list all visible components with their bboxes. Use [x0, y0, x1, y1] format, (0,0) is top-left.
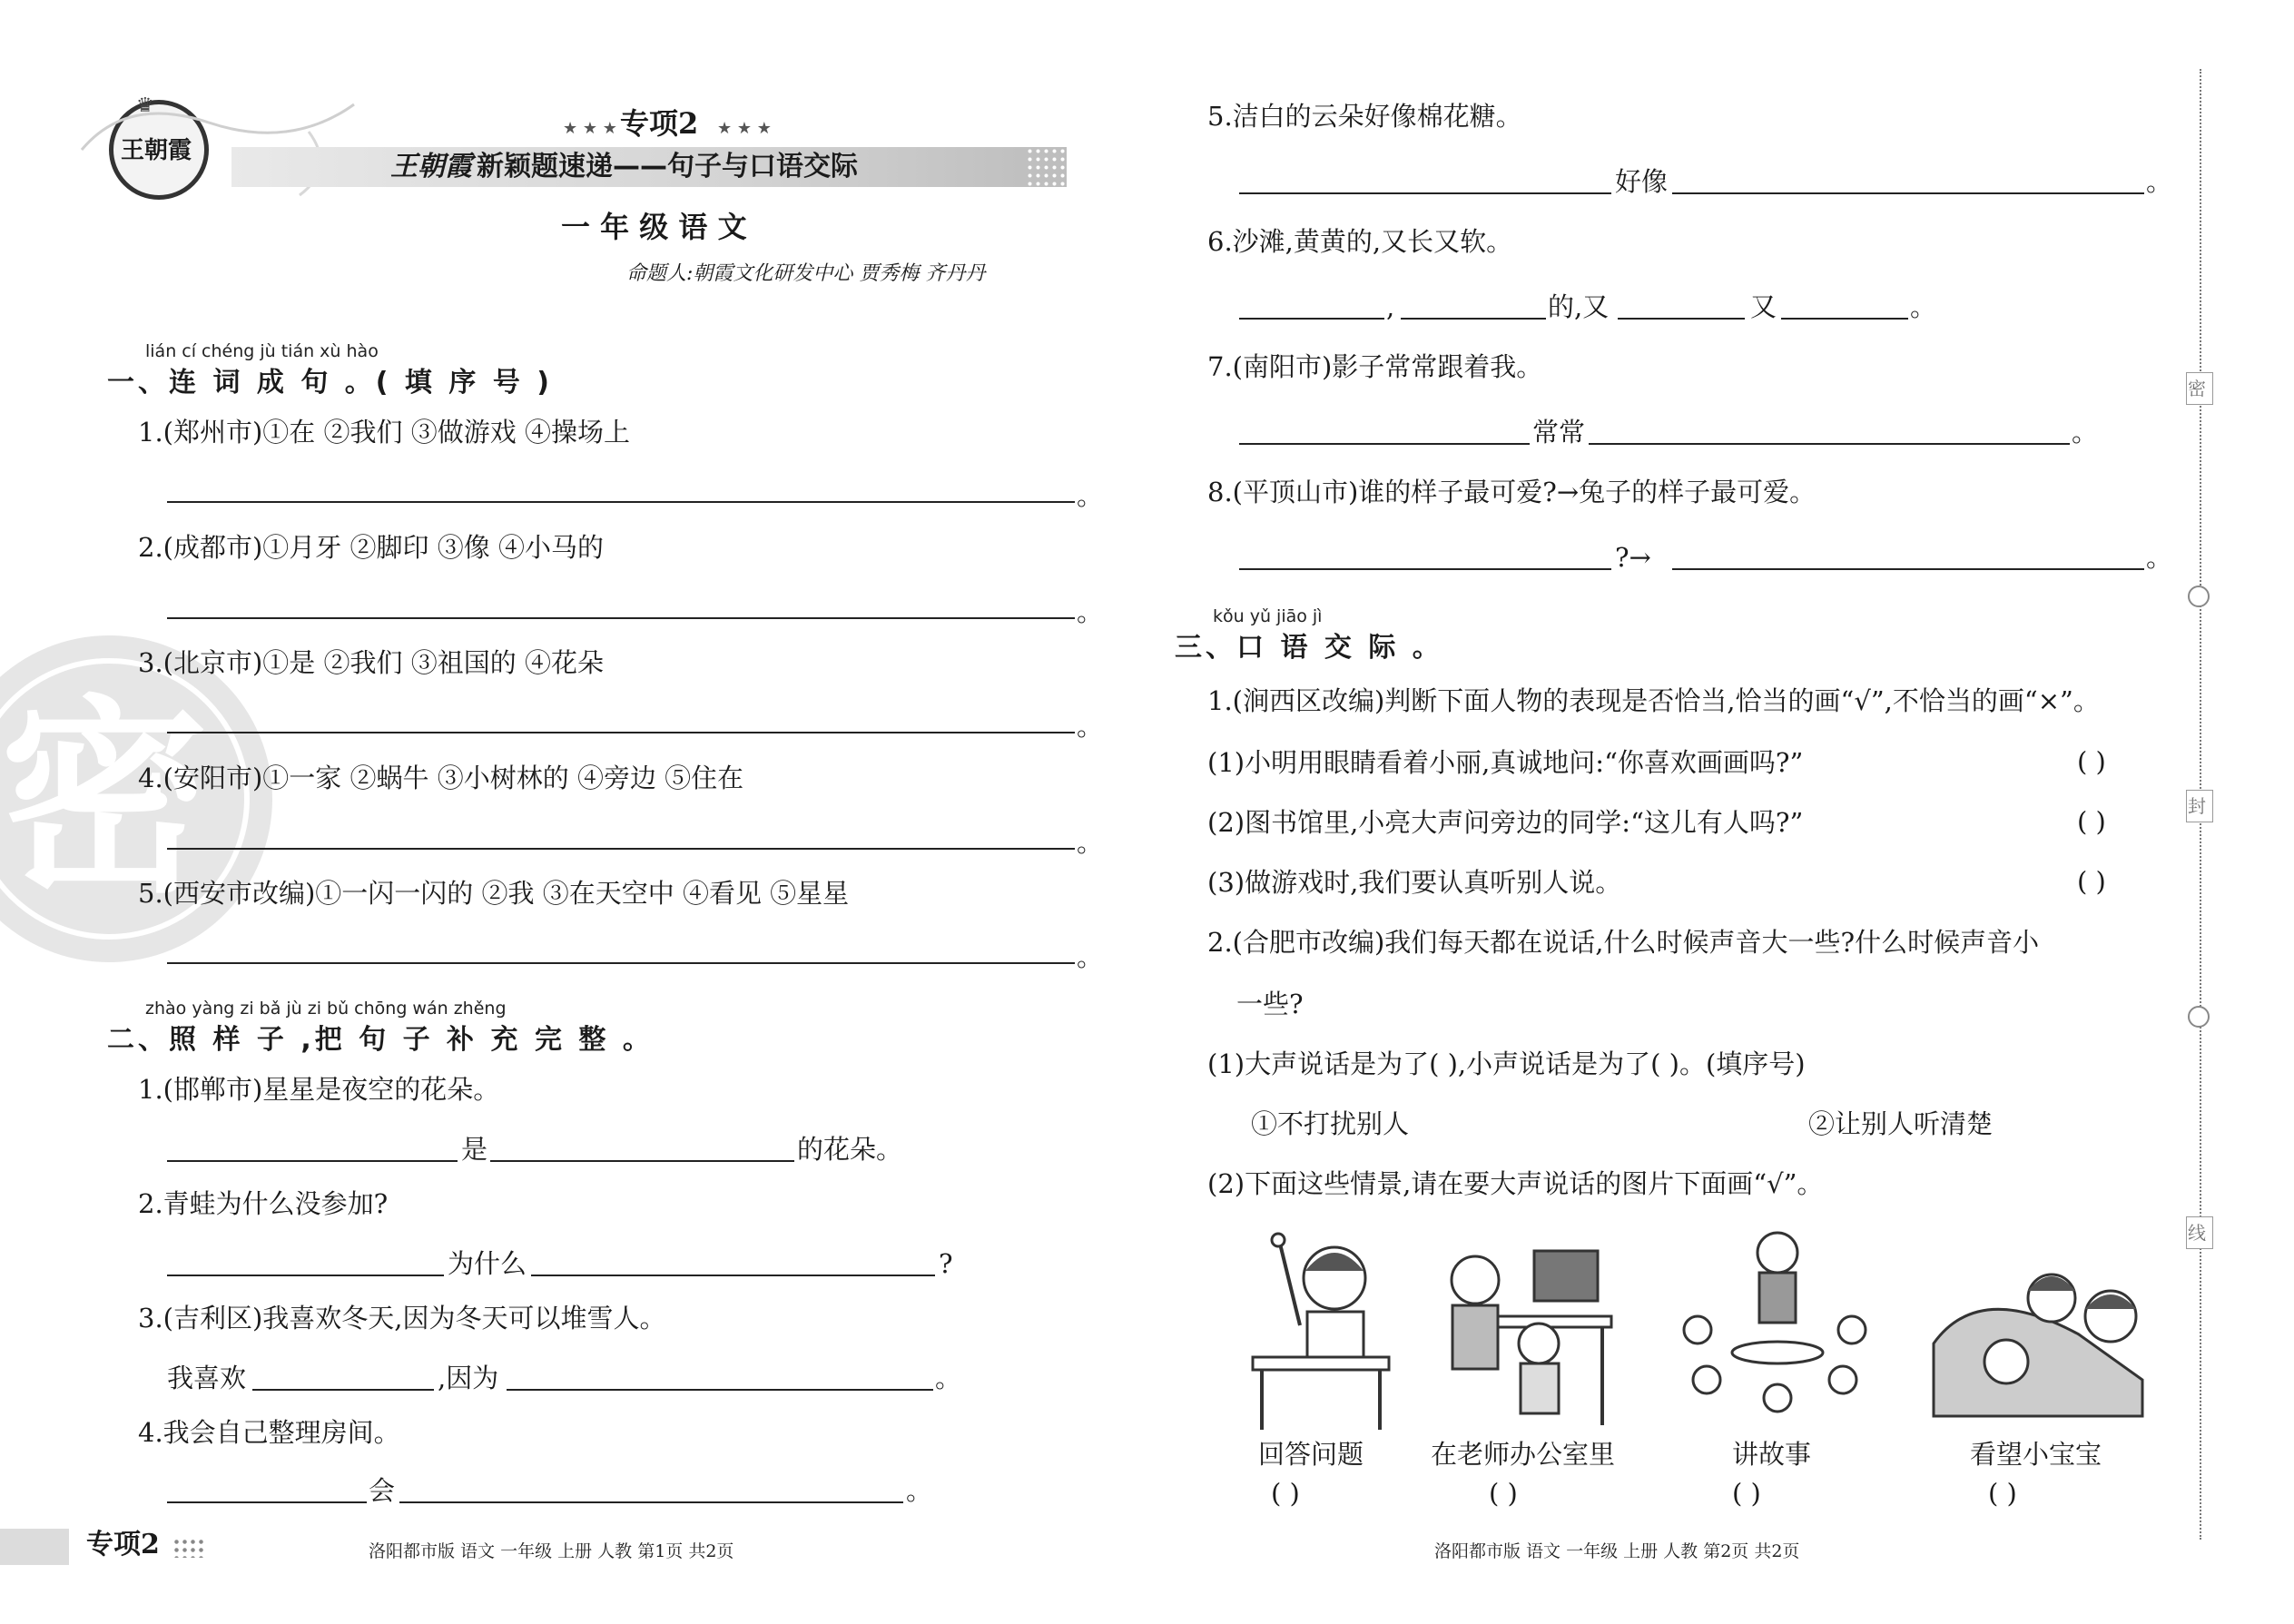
s3-q1: 1.(涧西区改编)判断下面人物的表现是否恰当,恰当的画“√”,不恰当的画“×”。 [1207, 685, 2100, 716]
s3-q2-opt2: ②让别人听清楚 [1808, 1108, 1994, 1139]
s2-blank-3b[interactable] [507, 1389, 933, 1391]
banner-brand: 王朝霞 [390, 151, 472, 182]
s2-part-1b: 的花朵。 [797, 1134, 903, 1165]
s3-q2-sub1: (1)大声说话是为了( ),小声说话是为了( )。(填序号) [1207, 1048, 1806, 1079]
s1-answer-line-3[interactable] [167, 732, 1075, 733]
section1-pinyin: lián cí chéng jù tián xù hào [145, 341, 379, 361]
s2-blank-4b[interactable] [399, 1501, 903, 1503]
s2-blank-4a[interactable] [167, 1501, 367, 1503]
picture-answer-4[interactable]: ( ) [1988, 1478, 2017, 1509]
s3-q2-sub2: (2)下面这些情景,请在要大声说话的图片下面画“√”。 [1207, 1168, 1824, 1199]
s2-part-2b: ? [939, 1248, 953, 1279]
picture-telling-story [1670, 1225, 1879, 1434]
r-blank-6c[interactable] [1618, 318, 1745, 320]
section1-title: 一、连 词 成 句 。( 填 序 号 ) [107, 367, 553, 399]
s2-part-3b: ,因为 [438, 1363, 499, 1393]
s2-part-1a: 是 [461, 1134, 488, 1165]
section2-title: 二、照 样 子 ,把 句 子 补 充 完 整 。 [107, 1024, 654, 1056]
r-blank-8b[interactable] [1672, 568, 2144, 570]
r-blank-8a[interactable] [1239, 568, 1611, 570]
s1-answer-line-1[interactable] [167, 501, 1075, 503]
s1-item-2: 2.(成都市)①月牙 ②脚印 ③像 ④小马的 [138, 532, 604, 563]
logo-crown-icon: ♛ [136, 94, 154, 117]
s1-answer-line-2[interactable] [167, 617, 1075, 619]
banner-title: 新颖题速递——句子与口语交际 [477, 151, 858, 182]
s2-part-3a: 我喜欢 [167, 1363, 247, 1393]
picture-teacher-office [1434, 1225, 1616, 1434]
r-part-8a: ?→ [1615, 542, 1651, 573]
s2-part-2a: 为什么 [448, 1248, 527, 1279]
authors: 命题人:朝霞文化研发中心 贾秀梅 齐丹丹 [626, 262, 986, 285]
r-item-6: 6.沙滩,黄黄的,又长又软。 [1207, 226, 1513, 257]
binding-mark-3: 线 [2188, 1222, 2206, 1244]
s1-answer-line-5[interactable] [167, 962, 1075, 964]
header-stars-left: ★ ★ ★ [563, 119, 617, 138]
s1-item-1: 1.(郑州市)①在 ②我们 ③做游戏 ④操场上 [138, 417, 630, 448]
section3-title: 三、口 语 交 际 。 [1175, 632, 1443, 664]
s2-item-2: 2.青蛙为什么没参加? [138, 1188, 389, 1219]
s1-period-1: 。 [1077, 480, 1104, 511]
r-part-6c: 又 [1750, 291, 1777, 322]
s3-q2-line2: 一些? [1236, 989, 1304, 1019]
r-blank-6a[interactable] [1239, 318, 1384, 320]
footer-right: 洛阳都市版 语文 一年级 上册 人教 第2页 共2页 [1434, 1541, 1800, 1561]
watermark-seal [0, 635, 272, 962]
picture-answering-question [1244, 1225, 1398, 1434]
r-blank-7b[interactable] [1589, 443, 2070, 445]
watermark-char: 密 [0, 676, 210, 921]
r-blank-5b[interactable] [1672, 192, 2144, 194]
header-stars-right: ★ ★ ★ [717, 119, 772, 138]
s1-answer-line-4[interactable] [167, 848, 1075, 850]
logo-text: 王朝霞 [121, 137, 192, 164]
r-blank-6d[interactable] [1781, 318, 1908, 320]
s2-blank-1b[interactable] [490, 1160, 794, 1162]
r-part-7a: 常常 [1532, 417, 1586, 448]
s2-item-3: 3.(吉利区)我喜欢冬天,因为冬天可以堆雪人。 [138, 1303, 666, 1334]
s1-period-4: 。 [1077, 827, 1104, 858]
binding-mark-1: 密 [2188, 378, 2206, 399]
picture-visiting-baby [1925, 1225, 2151, 1434]
r-blank-6b[interactable] [1401, 318, 1546, 320]
s3-q1-answer-3[interactable]: ( ) [2077, 866, 2106, 897]
s3-q1-item-1: (1)小明用眼睛看着小丽,真诚地问:“你喜欢画画吗?” [1207, 747, 1804, 778]
picture-caption-2: 在老师办公室里 [1431, 1439, 1616, 1470]
section3-pinyin: kǒu yǔ jiāo jì [1213, 606, 1323, 626]
s1-item-3: 3.(北京市)①是 ②我们 ③祖国的 ④花朵 [138, 647, 604, 678]
footer-tab-dots [172, 1538, 205, 1558]
r-part-6d: 。 [1910, 291, 1937, 322]
s3-q1-item-3: (3)做游戏时,我们要认真听别人说。 [1207, 867, 1622, 898]
r-part-7b: 。 [2072, 417, 2099, 448]
picture-caption-4: 看望小宝宝 [1970, 1439, 2102, 1470]
r-item-5: 5.洁白的云朵好像棉花糖。 [1207, 101, 1522, 132]
picture-answer-2[interactable]: ( ) [1489, 1478, 1518, 1509]
binding-hole-1-icon [2188, 586, 2210, 607]
picture-caption-1: 回答问题 [1258, 1439, 1364, 1470]
s2-item-1: 1.(邯郸市)星星是夜空的花朵。 [138, 1074, 500, 1105]
r-blank-5a[interactable] [1239, 192, 1611, 194]
r-part-6b: 的,又 [1548, 291, 1610, 322]
s3-q1-answer-1[interactable]: ( ) [2077, 746, 2106, 777]
s2-item-4: 4.我会自己整理房间。 [138, 1417, 400, 1448]
r-part-6a: , [1386, 291, 1395, 322]
section2-pinyin: zhào yàng zi bǎ jù zi bǔ chōng wán zhěng [145, 999, 507, 1019]
s2-part-4a: 会 [369, 1475, 396, 1506]
subject-title: 一 年 级 语 文 [561, 210, 747, 244]
zhuanxiang-title: 专项2 [620, 106, 699, 141]
s2-blank-1a[interactable] [167, 1160, 458, 1162]
s1-period-5: 。 [1077, 941, 1104, 972]
s1-item-5: 5.(西安市改编)①一闪一闪的 ②我 ③在天空中 ④看见 ⑤星星 [138, 878, 850, 909]
picture-answer-3[interactable]: ( ) [1732, 1478, 1761, 1509]
footer-left: 洛阳都市版 语文 一年级 上册 人教 第1页 共2页 [369, 1541, 734, 1561]
s1-item-4: 4.(安阳市)①一家 ②蜗牛 ③小树林的 ④旁边 ⑤住在 [138, 763, 744, 793]
r-part-5a: 好像 [1615, 166, 1669, 197]
r-blank-7a[interactable] [1239, 443, 1530, 445]
s2-blank-2a[interactable] [167, 1275, 444, 1276]
binding-mark-2: 封 [2188, 795, 2206, 817]
title-banner-dots [1026, 147, 1067, 187]
s2-part-3c: 。 [935, 1363, 962, 1393]
s1-period-3: 。 [1077, 711, 1104, 742]
footer-tab-bg [0, 1529, 69, 1565]
r-part-5b: 。 [2146, 166, 2173, 197]
s2-part-4b: 。 [906, 1475, 933, 1506]
s1-period-2: 。 [1077, 596, 1104, 627]
s3-q1-answer-2[interactable]: ( ) [2077, 806, 2106, 837]
r-part-8b: 。 [2146, 542, 2173, 573]
s2-blank-3a[interactable] [252, 1389, 434, 1391]
binding-hole-2-icon [2188, 1006, 2210, 1028]
s3-q1-item-2: (2)图书馆里,小亮大声问旁边的同学:“这儿有人吗?” [1207, 807, 1804, 838]
picture-caption-3: 讲故事 [1732, 1439, 1812, 1470]
picture-answer-1[interactable]: ( ) [1271, 1478, 1300, 1509]
s3-q2-line1: 2.(合肥市改编)我们每天都在说话,什么时候声音大一些?什么时候声音小 [1207, 927, 2040, 958]
s2-blank-2b[interactable] [531, 1275, 935, 1276]
footer-tab: 专项2 [86, 1529, 160, 1560]
r-item-7: 7.(南阳市)影子常常跟着我。 [1207, 351, 1543, 382]
s3-q2-opt1: ①不打扰别人 [1251, 1108, 1410, 1139]
r-item-8: 8.(平顶山市)谁的样子最可爱?→兔子的样子最可爱。 [1207, 477, 1816, 507]
